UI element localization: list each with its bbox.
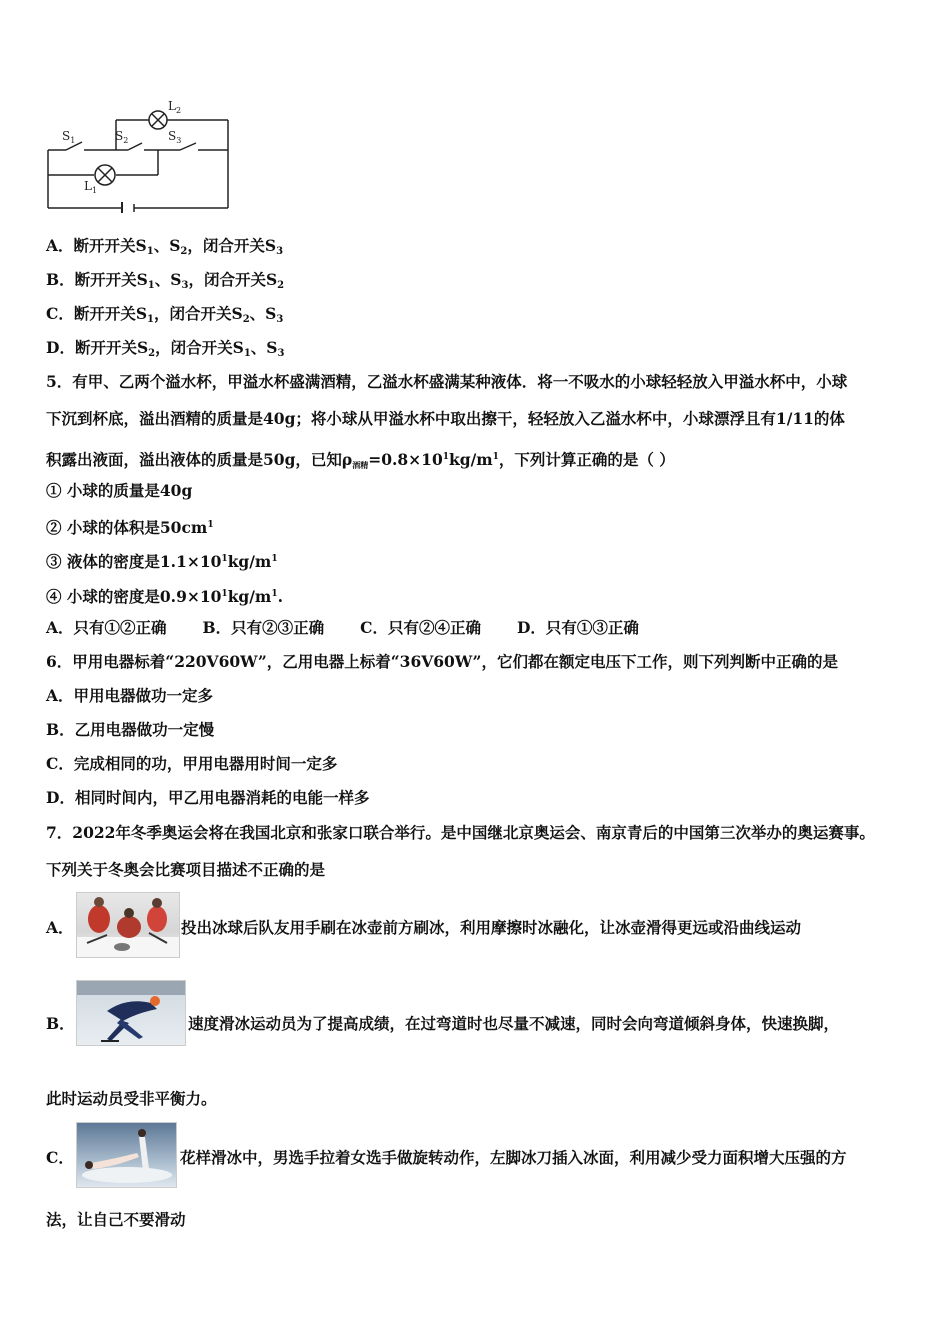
q7-stem-line1: 7．2022年冬季奥运会将在我国北京和张家口联合举行。是中国继北京奥运会、南京青后的中国第三次举办的奥运赛事。: [46, 823, 875, 842]
lamp-l1-icon: [95, 165, 115, 185]
q5-stem-line3: 积露出液面，溢出液体的质量是50g，已知ρ酒精$=0.8\times 10^1kg/m^1$，下列计算正确的是（ ）: [46, 450, 675, 470]
q5-options: [46, 618, 675, 638]
q6-option-d: D．相同时间内，甲乙用电器消耗的电能一样多: [46, 788, 370, 807]
q5-statement-4: ④ 小球的密度是$0.9\times 10^1kg/m^1$.: [46, 587, 283, 606]
q4-option-c: C．断开开关$S_1$，闭合开关$S_2$、$S_3$: [46, 304, 284, 325]
q5-option-d: D．只有①③正确: [516, 618, 639, 637]
q5-stem-line2: 下沉到杯底，溢出酒精的质量是40g；将小球从甲溢水杯中取出擦干，轻轻放入乙溢水杯中，小球漂浮且有1/11的体: [46, 409, 845, 428]
q5-statement-1: ① 小球的质量是40g: [46, 481, 193, 500]
q5-stem-line1: 5．有甲、乙两个溢水杯，甲溢水杯盛满酒精，乙溢水杯盛满某种液体．将一不吸水的小球轻轻放入甲溢水杯中，小球: [46, 372, 848, 391]
label-l1: $L_1$: [84, 179, 98, 195]
q6-option-c: C．完成相同的功，甲用电器用时间一定多: [46, 754, 338, 773]
circuit-diagram: [40, 98, 240, 213]
q5-option-b: B．只有②③正确: [202, 618, 325, 637]
figure-skating-photo: [76, 1122, 177, 1188]
q5-statement-2: ② 小球的体积是$50cm^1$: [46, 518, 214, 537]
q6-stem: 6．甲用电器标着“220V60W”，乙用电器上标着“36V60W”，它们都在额定电压下工作，则下列判断中正确的是: [46, 652, 838, 671]
q5-option-c: C．只有②④正确: [360, 618, 481, 637]
label-l2: $L_2$: [168, 99, 182, 115]
label-s1: $S_1$: [62, 129, 76, 145]
q6-option-a: A．甲用电器做功一定多: [46, 686, 214, 705]
q7-option-b-label: B．: [46, 1014, 75, 1033]
q5-option-a: A．只有①②正确: [46, 618, 167, 637]
q7-option-a-label: A．: [46, 918, 74, 937]
q5-statement-3: ③ 液体的密度是$1.1\times 10^1kg/m^1$: [46, 552, 278, 571]
curling-photo: [76, 892, 180, 958]
q7-option-b-text: 速度滑冰运动员为了提高成绩，在过弯道时也尽量不减速，同时会向弯道倾斜身体，快速换脚，: [188, 1014, 840, 1033]
q7-option-c-text: 花样滑冰中，男选手拉着女选手做旋转动作，左脚冰刀插入冰面，利用减少受力面积增大压强的方: [180, 1148, 847, 1167]
q7-option-c-continuation: 法，让自己不要滑动: [46, 1210, 186, 1229]
q4-option-a: A．断开开关$S_1$、$S_2$，闭合开关$S_3$: [46, 236, 284, 257]
lamp-l2-icon: [149, 111, 167, 129]
q4-option-d: D．断开开关$S_2$，闭合开关$S_1$、$S_3$: [46, 338, 285, 359]
q7-option-b-continuation: 此时运动员受非平衡力。: [46, 1089, 217, 1108]
q7-stem-line2: 下列关于冬奥会比赛项目描述不正确的是: [46, 860, 326, 879]
q4-option-b: B．断开开关$S_1$、$S_3$，闭合开关$S_2$: [46, 270, 285, 291]
speed-skating-photo: [76, 980, 186, 1046]
label-s2: $S_2$: [115, 129, 129, 145]
q6-option-b: B．乙用电器做功一定慢: [46, 720, 215, 739]
q7-option-c-label: C．: [46, 1148, 74, 1167]
q7-option-a-text: 投出冰球后队友用手刷在冰壶前方刷冰，利用摩擦时冰融化，让冰壶滑得更远或沿曲线运动: [181, 918, 802, 937]
label-s3: $S_3$: [168, 129, 182, 145]
